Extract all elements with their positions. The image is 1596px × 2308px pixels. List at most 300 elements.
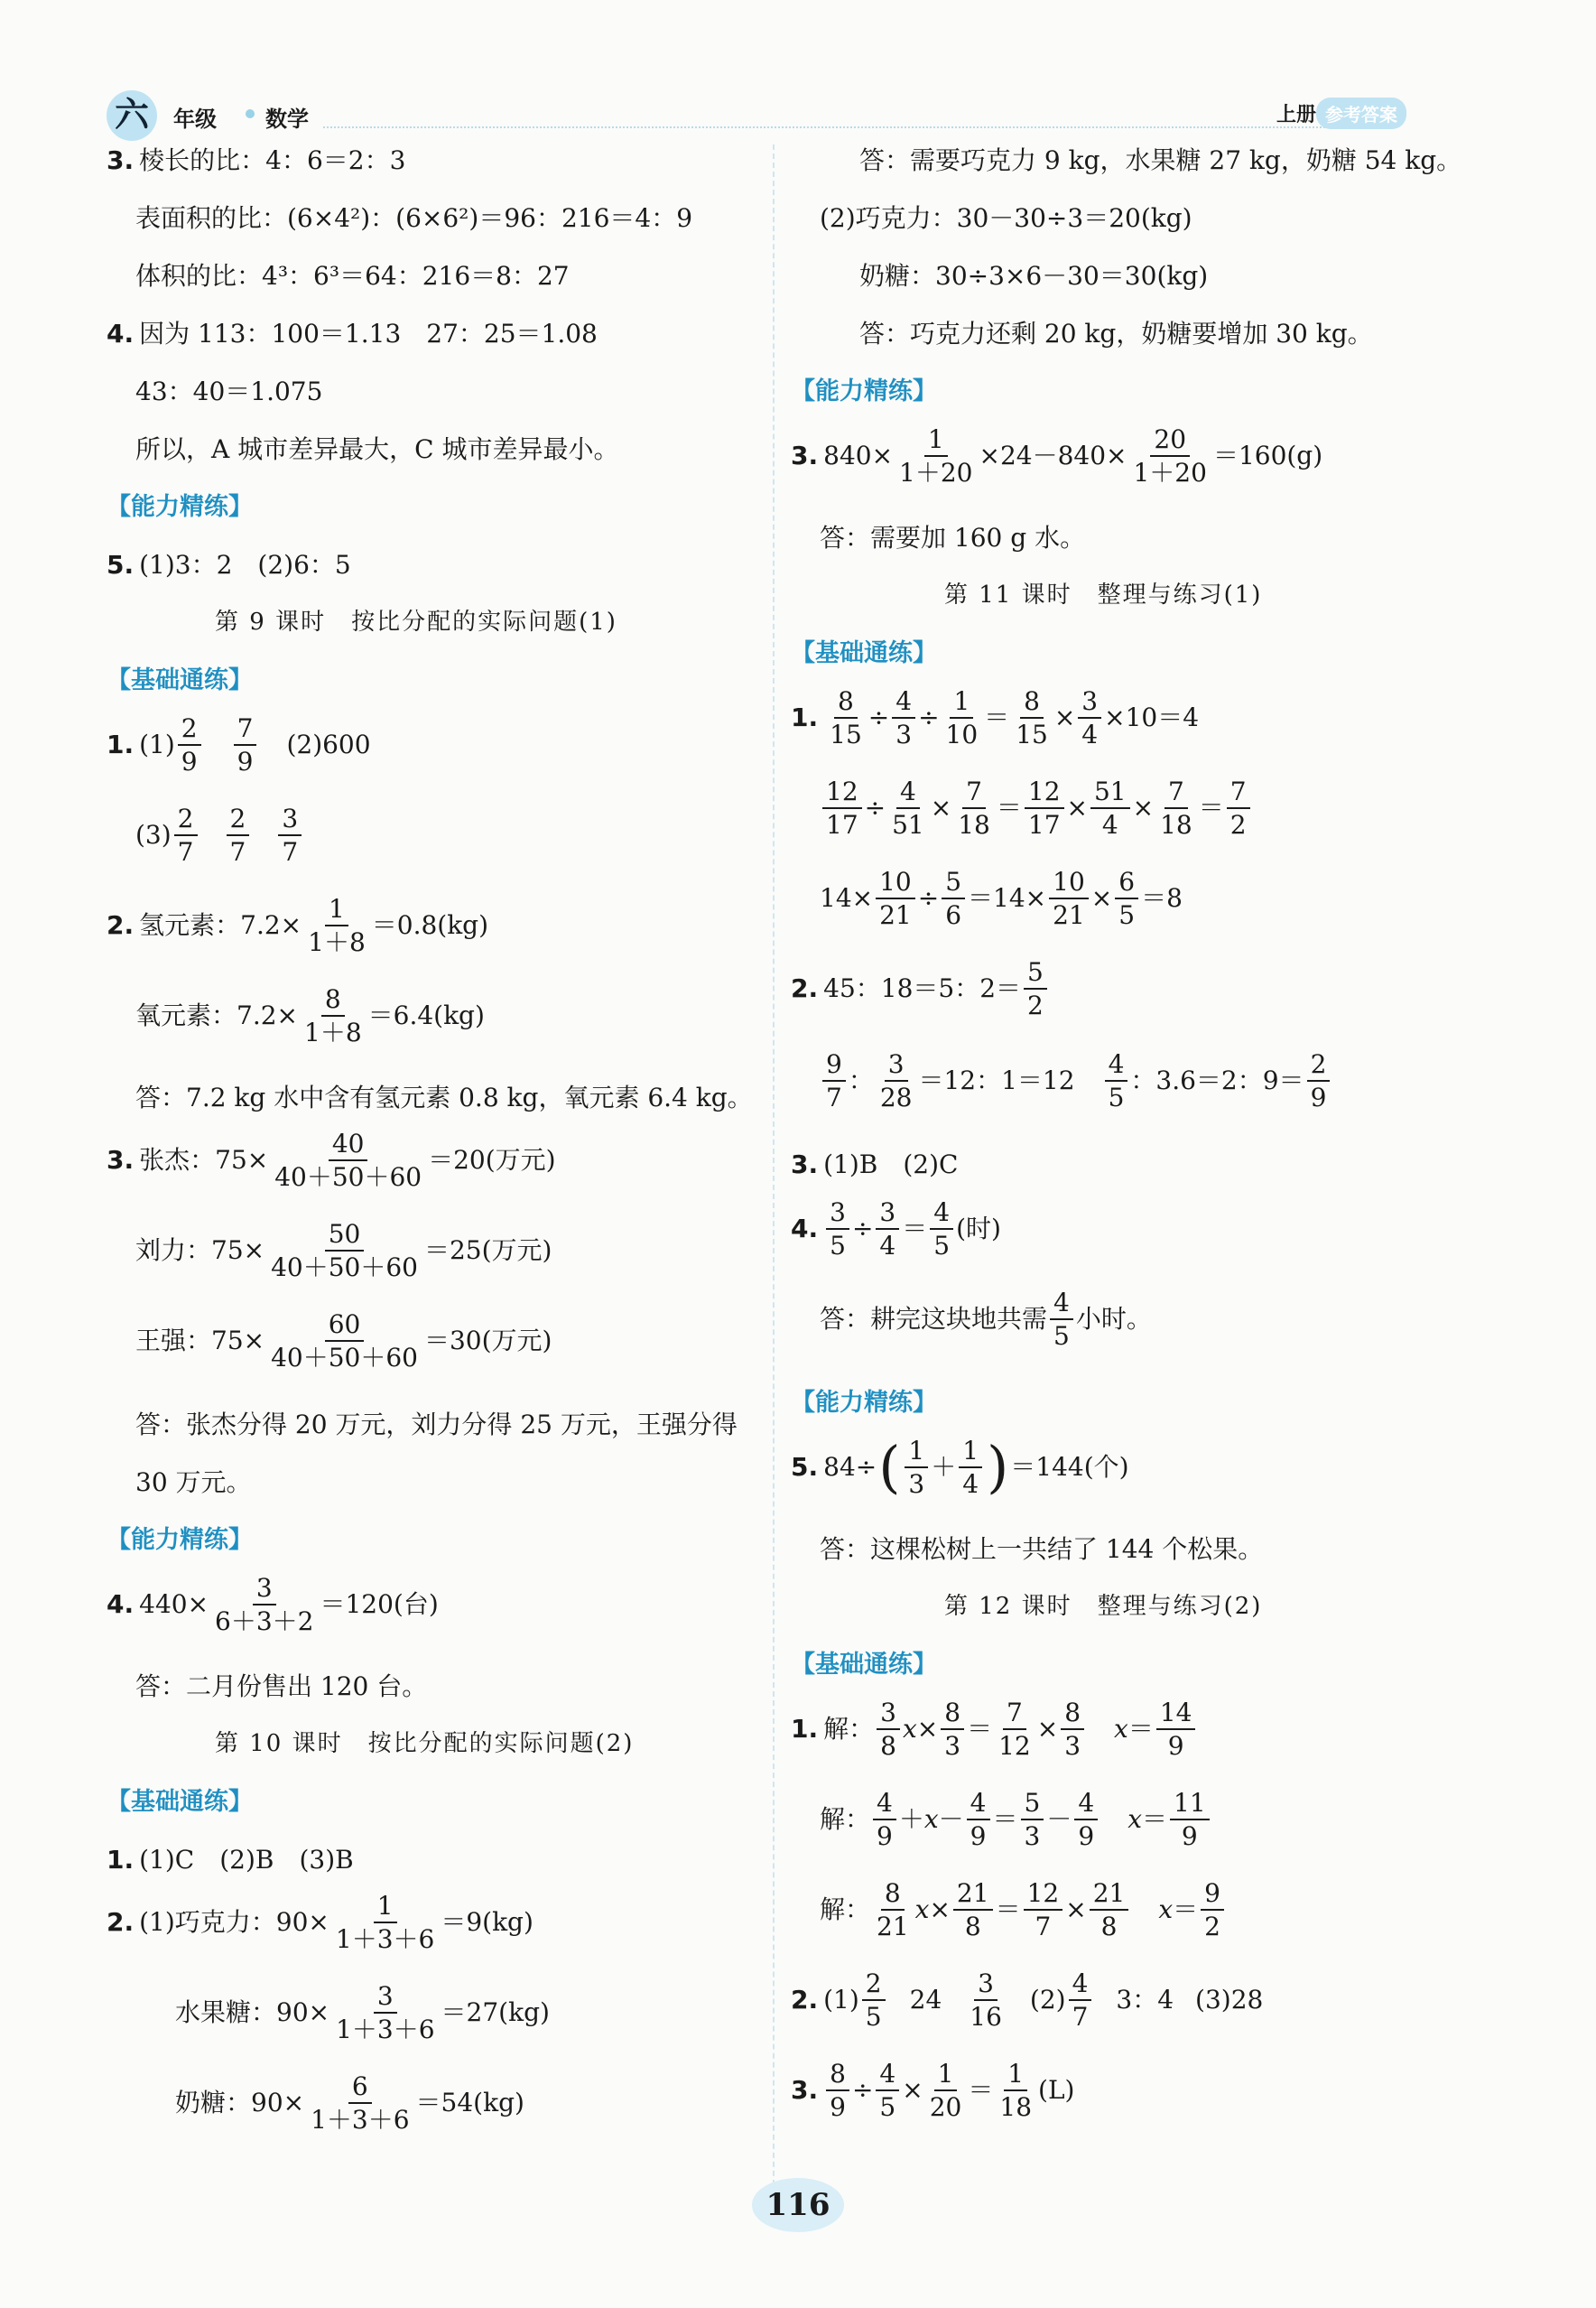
line-text: (时) xyxy=(956,1214,1001,1243)
numerator: 12 xyxy=(822,778,862,809)
fraction xyxy=(1021,1787,1044,1851)
fraction xyxy=(301,983,366,1047)
fraction xyxy=(876,1196,899,1261)
numerator: 4 xyxy=(873,1790,896,1820)
numerator: 7 xyxy=(234,715,257,746)
numerator: 8 xyxy=(941,1699,964,1730)
denominator: 18 xyxy=(958,810,990,840)
denominator: 7 xyxy=(282,837,299,867)
line-text: ＝120(台) xyxy=(320,1589,439,1619)
numerator: 4 xyxy=(876,2061,899,2091)
numerator: 21 xyxy=(1090,1880,1129,1911)
section-tag: 【基础通练】 xyxy=(791,1651,937,1679)
answer-line: 3. 840× $\frac{1}{1+20}$ ×24－840× $\frac{20}{1+20}$ ＝160(g) xyxy=(791,423,1323,488)
answer-line xyxy=(135,1085,753,1111)
denominator: 9 xyxy=(1167,1731,1184,1761)
fraction xyxy=(954,778,994,839)
denominator: 28 xyxy=(879,1083,913,1112)
answer-line: 4. 因为 113：100＝1.13 27：25＝1.08 xyxy=(107,319,598,349)
section-tag: 【能力精练】 xyxy=(107,493,253,521)
fraction xyxy=(822,1048,846,1112)
fraction xyxy=(873,1877,913,1941)
numerator: 7 xyxy=(962,778,986,809)
answer-line: 5. (1)3：2 (2)6：5 xyxy=(107,550,351,580)
numerator: 8 xyxy=(1020,688,1044,719)
line-text: 奶糖：90× xyxy=(175,2088,305,2117)
line-text: 45：18＝5：2＝ xyxy=(823,973,1022,1003)
fraction xyxy=(1129,423,1210,488)
denominator: 1＋3＋6 xyxy=(335,1924,435,1954)
numerator: 3 xyxy=(374,1983,397,2014)
answer-line xyxy=(820,1288,1152,1351)
numerator: 3 xyxy=(877,1699,900,1730)
fraction xyxy=(942,685,982,749)
line-text: (1) xyxy=(139,730,175,759)
denominator: 40＋50＋60 xyxy=(271,1343,418,1373)
lesson-heading: 第 11 课时 整理与练习(1) xyxy=(944,582,1263,609)
numerator: 8 xyxy=(881,1880,905,1911)
line-text: ＝12：1＝12 xyxy=(918,1066,1075,1095)
numerator: 9 xyxy=(822,1051,846,1082)
section-tag: 【基础通练】 xyxy=(107,1788,253,1816)
line-text: 刘力：75× xyxy=(135,1235,265,1265)
line-text: 表面积的比：(6×4²)：(6×6²)＝96：216＝4：9 xyxy=(135,203,693,233)
answer-line xyxy=(820,1534,1264,1564)
answer-line xyxy=(820,203,1192,233)
fraction xyxy=(966,1970,1006,2031)
line-text: 答：二月份售出 120 台。 xyxy=(135,1671,428,1701)
fraction xyxy=(1078,685,1101,749)
denominator: 21 xyxy=(877,1912,909,1941)
lesson-heading: 第 12 课时 整理与练习(2) xyxy=(944,1593,1263,1620)
denominator: 1＋8 xyxy=(308,927,366,957)
line-text: 王强：75× xyxy=(135,1326,265,1355)
numerator: 12 xyxy=(1025,778,1064,809)
numerator: 3 xyxy=(278,805,302,836)
denominator: 18 xyxy=(1160,810,1192,840)
line-text: 水果糖：90× xyxy=(175,1997,330,2027)
fraction xyxy=(178,712,201,777)
answer-line: 1. (1) $\frac{2}{9}$ $\frac{7}{9}$ (2)600 xyxy=(107,712,371,777)
numerator: 51 xyxy=(1090,778,1130,809)
fraction xyxy=(1090,1877,1129,1941)
answer-tag: 参考答案 xyxy=(1316,98,1406,129)
line-text: ×10＝4 xyxy=(1104,703,1200,732)
denominator: 1＋3＋6 xyxy=(336,2015,435,2044)
numerator: 3 xyxy=(1078,688,1101,719)
line-text: 30 万元。 xyxy=(135,1467,252,1497)
denominator: 15 xyxy=(1016,720,1048,749)
fraction xyxy=(304,893,369,957)
denominator: 10 xyxy=(945,720,979,749)
denominator: 7 xyxy=(1072,2002,1089,2032)
answer-line xyxy=(859,321,1373,347)
numerator: 3 xyxy=(826,1199,849,1230)
numerator: 8 xyxy=(1061,1699,1084,1730)
line-text: 840× xyxy=(823,441,894,470)
answer-line: 3. $\frac{8}{9}$ ÷ $\frac{4}{5}$ × $\frac{1}{20}$ ＝ $\frac{1}{18}$ (L) xyxy=(791,2058,1075,2122)
numerator: 1 xyxy=(1004,2061,1027,2091)
line-text: ×24－840× xyxy=(979,441,1127,470)
fraction xyxy=(995,1699,1035,1760)
fraction xyxy=(267,1308,422,1373)
denominator: 21 xyxy=(879,900,912,930)
fraction xyxy=(876,2058,899,2122)
lesson-heading: 第 9 课时 按比分配的实际问题(1) xyxy=(215,609,617,636)
denominator: 6 xyxy=(945,900,962,930)
denominator: 5 xyxy=(830,1231,846,1261)
fraction xyxy=(892,685,915,749)
denominator: 5 xyxy=(933,1231,951,1261)
line-text: 氢元素：7.2× xyxy=(139,910,302,940)
answer-line xyxy=(135,1219,552,1282)
numerator: 1 xyxy=(959,1438,982,1468)
numerator: 20 xyxy=(1150,426,1190,457)
line-text: ＝8 xyxy=(1141,883,1183,913)
numerator: 2 xyxy=(227,805,250,836)
numerator: 5 xyxy=(1024,959,1047,990)
fraction xyxy=(332,1890,438,1954)
fraction xyxy=(888,778,928,839)
line-text: ＝20(万元) xyxy=(428,1145,556,1175)
numerator: 1 xyxy=(374,1893,397,1923)
answer-line: 4. 440× $\frac{3}{6+3+2}$ ＝120(台) xyxy=(107,1572,439,1636)
numerator: 6 xyxy=(348,2073,372,2104)
denominator: 9 xyxy=(1078,1821,1095,1851)
numerator: 5 xyxy=(1021,1790,1044,1820)
grade-label: 年级 xyxy=(173,107,217,132)
answer-line: 2. (1) $\frac{2}{5}$ 24 $\frac{3}{16}$ (2) $\frac{4}{7}$ 3：4 (3)28 xyxy=(791,1968,1264,2032)
answer-line: 3. 张杰：75× $\frac{40}{40+50+60}$ ＝20(万元) xyxy=(107,1128,556,1192)
fraction xyxy=(1201,1877,1224,1941)
fraction xyxy=(1012,685,1052,749)
denominator: 1＋8 xyxy=(304,1018,362,1047)
numerator: 4 xyxy=(892,688,915,719)
numerator: 2 xyxy=(178,715,201,746)
answer-line: 1. (1)C (2)B (3)B xyxy=(107,1845,354,1875)
answer-line xyxy=(859,261,1209,291)
header-dot xyxy=(246,109,255,118)
line-text: (L) xyxy=(1038,2075,1075,2105)
fraction xyxy=(862,1970,886,2031)
line-text: 解： xyxy=(820,1894,871,1924)
answer-line xyxy=(135,984,485,1047)
denominator: 9 xyxy=(970,1821,987,1851)
answer-line: 1. $\frac{8}{15}$ ÷ $\frac{4}{3}$ ÷ $\frac{1}{10}$ ＝ $\frac{8}{15}$ × $\frac{3}{4}$ ×10＝4 xyxy=(791,685,1200,749)
fraction xyxy=(1115,866,1138,930)
numerator: 12 xyxy=(1024,1880,1063,1911)
section-tag: 【能力精练】 xyxy=(791,1389,937,1417)
line-text: 体积的比：4³：6³＝64：216＝8：27 xyxy=(135,261,570,291)
numerator: 7 xyxy=(1227,778,1250,809)
fraction xyxy=(211,1572,317,1636)
lesson-heading: 第 10 课时 按比分配的实际问题(2) xyxy=(215,1730,635,1757)
fraction xyxy=(967,1787,990,1851)
answer-line: 3. 棱长的比：4：6＝2：3 xyxy=(107,145,406,175)
denominator: 21 xyxy=(1053,900,1085,930)
line-text: 答：张杰分得 20 万元，刘力分得 25 万元，王强分得 xyxy=(135,1410,738,1439)
fraction xyxy=(826,2058,849,2122)
denominator: 4 xyxy=(962,1469,979,1499)
fraction xyxy=(876,866,915,930)
line-text: 答：需要加 160 g 水。 xyxy=(820,523,1086,553)
fraction xyxy=(877,1699,900,1760)
fraction xyxy=(1061,1699,1084,1760)
numerator: 60 xyxy=(325,1311,365,1342)
denominator: 7 xyxy=(826,1083,842,1112)
section-tag: 【能力精练】 xyxy=(791,377,937,405)
denominator: 4 xyxy=(879,1231,896,1261)
fraction xyxy=(1307,1048,1331,1112)
denominator: 3 xyxy=(944,1731,961,1761)
denominator: 6＋3＋2 xyxy=(215,1606,314,1636)
denominator: 7 xyxy=(229,837,246,867)
line-text: 氧元素：7.2× xyxy=(135,1000,298,1030)
numerator: 40 xyxy=(329,1131,368,1161)
answer-line: 2. 45：18＝5：2＝ $\frac{5}{2}$ xyxy=(791,957,1050,1020)
denominator: 16 xyxy=(970,2002,1002,2032)
denominator: 12 xyxy=(998,1731,1031,1761)
line-text: 3：4 xyxy=(1116,1985,1174,2015)
line-text: ＝27(kg) xyxy=(441,1997,550,2027)
numerator: 7 xyxy=(1165,778,1188,809)
line-text: ＝144(个) xyxy=(1010,1452,1129,1482)
line-text: 答：耕完这块地共需 xyxy=(820,1304,1048,1334)
fraction xyxy=(332,1980,438,2044)
answer-line: 14× $\frac{10}{21}$ ÷ $\frac{5}{6}$ ＝14× $\frac{10}{21}$ × $\frac{6}{5}$ ＝8 xyxy=(820,866,1183,930)
line-text: (3) xyxy=(135,820,172,850)
numerator: 6 xyxy=(1115,869,1138,899)
numerator: 10 xyxy=(876,869,915,899)
line-text: 棱长的比：4：6＝2：3 xyxy=(139,145,406,175)
fraction xyxy=(930,1196,953,1261)
line-text: 答：需要巧克力 9 kg，水果糖 27 kg，奶糖 54 kg。 xyxy=(859,145,1462,175)
denominator: 9 xyxy=(1181,1821,1198,1851)
numerator: 2 xyxy=(174,805,198,836)
line-text: (1)巧克力：90× xyxy=(139,1907,329,1937)
denominator: 5 xyxy=(879,2092,896,2122)
numerator: 21 xyxy=(953,1880,993,1911)
line-text: (1)3：2 (2)6：5 xyxy=(139,550,351,580)
denominator: 51 xyxy=(892,810,924,840)
numerator: 4 xyxy=(930,1199,953,1230)
numerator: 1 xyxy=(325,896,348,926)
line-text: ：3.6＝2：9＝ xyxy=(1130,1066,1304,1095)
column-divider xyxy=(773,144,775,2212)
grade-badge: 六 xyxy=(107,90,157,141)
denominator: 4 xyxy=(1101,810,1118,840)
header-rule xyxy=(323,126,1361,128)
answer-line: 4. $\frac{3}{5}$ ÷ $\frac{3}{4}$ ＝ $\frac{4}{5}$ (时) xyxy=(791,1196,1001,1261)
close-paren: ) xyxy=(987,1434,1009,1500)
numerator: 5 xyxy=(942,869,965,899)
fraction xyxy=(278,805,302,866)
fraction xyxy=(1069,1970,1092,2031)
answer-line xyxy=(859,145,1462,175)
denominator: 2 xyxy=(1027,991,1044,1020)
line-text: (1)C (2)B (3)B xyxy=(139,1845,354,1875)
answer-line: 2. 氢元素：7.2× $\frac{1}{1+8}$ ＝0.8(kg) xyxy=(107,893,489,957)
numerator: 3 xyxy=(253,1575,276,1605)
denominator: 18 xyxy=(999,2092,1033,2122)
denominator: 9 xyxy=(830,2092,846,2122)
fraction xyxy=(1227,778,1250,839)
line-text: ＝25(万元) xyxy=(423,1235,552,1265)
numerator: 4 xyxy=(1050,1289,1073,1320)
fraction xyxy=(1156,778,1196,839)
numerator: 10 xyxy=(1049,869,1089,899)
line-text: 解： xyxy=(823,1714,875,1744)
line-text: 14× xyxy=(820,883,874,913)
line-text: 440× xyxy=(139,1589,209,1619)
fraction xyxy=(942,866,965,930)
fraction xyxy=(905,1435,928,1499)
fraction xyxy=(996,2058,1035,2122)
denominator: 5 xyxy=(865,2002,882,2032)
line-text: (3)28 xyxy=(1195,1985,1264,2015)
answer-line xyxy=(135,203,693,233)
answer-line: $\frac{12}{17}$ ÷ $\frac{4}{51}$ × $\frac{7}{18}$ ＝ $\frac{12}{17}$ × $\frac{51}{4}$ × $\frac{7}{18}$ ＝ $\frac{7}{2}$ xyxy=(820,777,1253,840)
line-text: 奶糖：30÷3×6－30＝30(kg) xyxy=(859,261,1209,291)
fraction xyxy=(826,1196,849,1261)
volume-label: 上册 xyxy=(1276,104,1317,126)
numerator: 4 xyxy=(1105,1051,1128,1082)
answer-line xyxy=(135,1467,252,1497)
answer-line: 1. 解： $\frac{3}{8}$ x × $\frac{8}{3}$ ＝ $\frac{7}{12}$ × $\frac{8}{3}$ x ＝ $\frac{14}{9}$ xyxy=(791,1698,1198,1761)
answer-line: $\frac{9}{7}$ ： $\frac{3}{28}$ ＝12：1＝12 $\frac{4}{5}$ ：3.6＝2：9＝ $\frac{2}{9}$ xyxy=(820,1049,1332,1112)
line-text: 43：40＝1.075 xyxy=(135,377,323,406)
numerator: 1 xyxy=(934,2061,958,2091)
numerator: 8 xyxy=(826,2061,849,2091)
subject-label: 数学 xyxy=(265,107,309,132)
line-text: 答：这棵松树上一共结了 144 个松果。 xyxy=(820,1534,1264,1564)
denominator: 40＋50＋60 xyxy=(274,1162,422,1192)
fraction xyxy=(307,2073,413,2134)
numerator: 2 xyxy=(862,1970,886,2001)
fraction xyxy=(227,805,250,866)
denominator: 1＋20 xyxy=(899,458,973,488)
section-tag: 【基础通练】 xyxy=(791,639,937,667)
numerator: 14 xyxy=(1156,1699,1196,1730)
line-text: 所以，A 城市差异最大，C 城市差异最小。 xyxy=(135,434,619,464)
denominator: 8 xyxy=(964,1912,981,1941)
line-text: (2)巧克力：30－30÷3＝20(kg) xyxy=(820,203,1192,233)
numerator: 8 xyxy=(321,986,345,1017)
answer-line xyxy=(135,1412,738,1438)
denominator: 3 xyxy=(1024,1821,1041,1851)
numerator: 3 xyxy=(876,1199,899,1230)
page-number-text: 116 xyxy=(752,2178,845,2232)
numerator: 4 xyxy=(896,778,920,809)
line-text: ＝14× xyxy=(968,883,1047,913)
line-text: 答：7.2 kg 水中含有氢元素 0.8 kg，氧元素 6.4 kg。 xyxy=(135,1083,753,1112)
answer-line: 2. (1)巧克力：90× $\frac{1}{1+3+6}$ ＝9(kg) xyxy=(107,1890,534,1954)
fraction xyxy=(1024,1877,1063,1941)
denominator: 7 xyxy=(1035,1912,1052,1941)
line-text: 解： xyxy=(820,1804,871,1834)
denominator: 17 xyxy=(1027,810,1061,840)
line-text: 答：巧克力还剩 20 kg，奶糖要增加 30 kg。 xyxy=(859,319,1373,349)
denominator: 40＋50＋60 xyxy=(271,1252,418,1282)
answer-line xyxy=(135,261,570,291)
numerator: 4 xyxy=(1074,1790,1098,1820)
fraction xyxy=(1049,866,1089,930)
line-text: (2)600 xyxy=(286,730,371,759)
line-text: 24 xyxy=(909,1985,942,2015)
fraction xyxy=(926,2058,966,2122)
numerator: 9 xyxy=(1201,1880,1224,1911)
numerator: 8 xyxy=(834,688,858,719)
answer-line xyxy=(135,379,322,405)
numerator: 3 xyxy=(974,1970,998,2001)
fraction xyxy=(877,1048,916,1112)
denominator: 2 xyxy=(1204,1912,1220,1941)
denominator: 7 xyxy=(177,837,194,867)
fraction xyxy=(271,1128,425,1192)
section-tag: 【基础通练】 xyxy=(107,666,253,694)
fraction xyxy=(941,1699,964,1760)
page-number xyxy=(0,2187,1596,2223)
answer-line: 解： $\frac{4}{9}$ ＋ x － $\frac{4}{9}$ ＝ $\frac{5}{3}$ － $\frac{4}{9}$ x ＝ $\frac{11}{9}$ xyxy=(820,1788,1212,1851)
denominator: 5 xyxy=(1118,900,1136,930)
denominator: 9 xyxy=(877,1821,893,1851)
denominator: 3 xyxy=(1064,1731,1081,1761)
answer-line: 3. (1)B (2)C xyxy=(791,1149,959,1179)
fraction xyxy=(1050,1289,1073,1350)
line-text: 张杰：75× xyxy=(139,1145,269,1175)
denominator: 20 xyxy=(929,2092,962,2122)
numerator: 7 xyxy=(1003,1699,1026,1730)
line-text: ＝0.8(kg) xyxy=(371,910,489,940)
line-text: ＝30(万元) xyxy=(423,1326,552,1355)
answer-line: 解： $\frac{8}{21}$ x × $\frac{21}{8}$ ＝ $\frac{12}{7}$ × $\frac{21}{8}$ x ＝ $\frac{9}{2}$ xyxy=(820,1878,1227,1941)
answer-line xyxy=(135,434,619,464)
fraction xyxy=(826,685,866,749)
numerator: 4 xyxy=(967,1790,990,1820)
numerator: 4 xyxy=(1069,1970,1092,2001)
numerator: 2 xyxy=(1307,1051,1331,1082)
fraction xyxy=(895,423,976,488)
line-text: ＝9(kg) xyxy=(441,1907,534,1937)
fraction xyxy=(1170,1787,1210,1851)
denominator: 5 xyxy=(1108,1083,1125,1112)
fraction xyxy=(1090,778,1130,839)
line-text: ＝160(g) xyxy=(1212,441,1323,470)
denominator: 15 xyxy=(830,720,862,749)
fraction xyxy=(234,712,257,777)
fraction xyxy=(822,778,862,839)
line-text: 小时。 xyxy=(1075,1304,1152,1334)
line-text: 因为 113：100＝1.13 27：25＝1.08 xyxy=(139,319,598,349)
fraction xyxy=(873,1787,896,1851)
answer-line xyxy=(135,1309,552,1373)
line-text: 84÷ xyxy=(823,1452,877,1482)
fraction xyxy=(174,805,198,866)
numerator: 1 xyxy=(905,1438,928,1468)
answer-line xyxy=(175,1981,550,2044)
numerator: 11 xyxy=(1170,1790,1210,1820)
answer-line xyxy=(135,1671,428,1701)
section-tag: 【能力精练】 xyxy=(107,1526,253,1554)
numerator: 3 xyxy=(885,1051,908,1082)
denominator: 8 xyxy=(880,1731,896,1761)
answer-line xyxy=(135,804,304,867)
line-text: (2) xyxy=(1029,1985,1066,2015)
fraction xyxy=(1074,1787,1098,1851)
denominator: 3 xyxy=(908,1469,925,1499)
fraction xyxy=(1024,956,1047,1020)
fraction xyxy=(267,1218,422,1282)
